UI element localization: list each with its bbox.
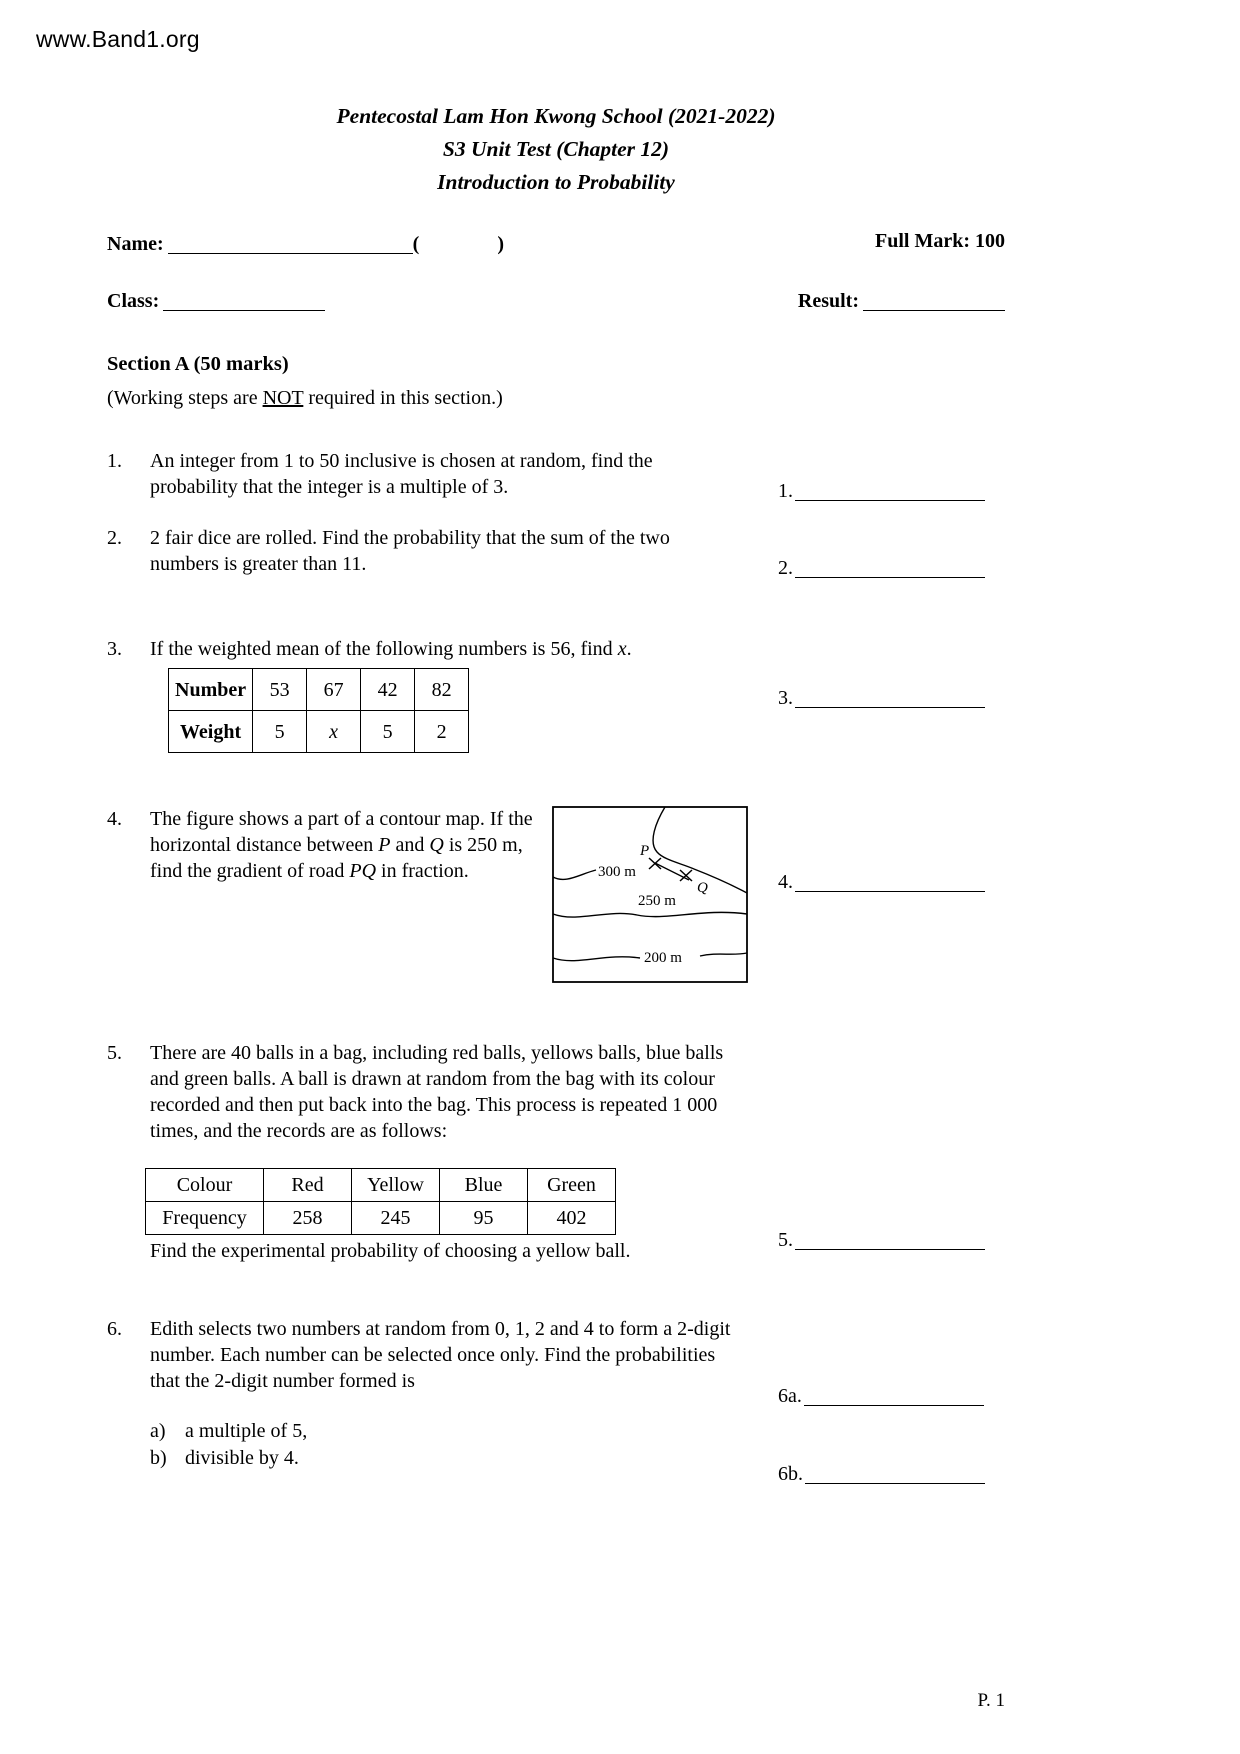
label-point-q: Q bbox=[697, 880, 708, 896]
note-post: required in this section.) bbox=[303, 387, 503, 409]
label-point-p: P bbox=[640, 843, 650, 859]
question-5-number: 5. bbox=[107, 1042, 122, 1064]
q4-point-q: Q bbox=[429, 834, 444, 856]
q4-text-1: The figure shows a part of a contour map. If the horizontal distance between bbox=[150, 808, 533, 856]
question-3-text bbox=[150, 636, 790, 662]
question-1-text: An integer from 1 to 50 inclusive is chosen at random, find the probability that the integer is a multiple of 3. bbox=[150, 450, 653, 498]
question-5-find-text: Find the experimental probability of choosing a yellow ball. bbox=[150, 1240, 631, 1262]
t3-cell: 53 bbox=[253, 669, 307, 711]
point-q-cross bbox=[680, 870, 692, 881]
q3-text-post: . bbox=[626, 638, 632, 660]
answer-4-line bbox=[795, 872, 985, 892]
weighted-mean-table bbox=[168, 668, 469, 753]
question-4 bbox=[107, 806, 1005, 966]
answer-6b-label: 6b. bbox=[778, 1463, 803, 1485]
name-blank bbox=[168, 234, 413, 254]
class-blank bbox=[163, 291, 325, 311]
t5-cell: Blue bbox=[440, 1169, 528, 1202]
answer-3-line bbox=[795, 688, 985, 708]
name-row bbox=[107, 230, 1005, 256]
question-6a bbox=[150, 1418, 307, 1444]
answer-6b-line bbox=[805, 1464, 985, 1484]
t5-header-frequency: Frequency bbox=[146, 1202, 264, 1235]
question-1 bbox=[107, 448, 1005, 500]
answer-5-label: 5. bbox=[778, 1229, 793, 1251]
answer-2-line bbox=[795, 558, 985, 578]
t5-cell: 245 bbox=[352, 1202, 440, 1235]
contour-line-200-left bbox=[553, 957, 640, 961]
answer-6a-label: 6a. bbox=[778, 1385, 802, 1407]
full-mark-label: Full Mark: 100 bbox=[875, 230, 1005, 252]
question-2-text: 2 fair dice are rolled. Find the probability that the sum of the two numbers is greater than 11. bbox=[150, 527, 670, 575]
site-watermark: www.Band1.org bbox=[36, 26, 200, 52]
test-subject: Introduction to Probability bbox=[437, 170, 675, 194]
answer-blank-2 bbox=[778, 554, 985, 581]
t5-cell: Yellow bbox=[352, 1169, 440, 1202]
school-name: Pentecostal Lam Hon Kwong School (2021-2022) bbox=[336, 104, 776, 128]
t3-cell-x: x bbox=[307, 711, 361, 753]
question-6-number: 6. bbox=[107, 1318, 122, 1340]
name-label: Name: bbox=[107, 233, 164, 255]
answer-5-line bbox=[795, 1230, 985, 1250]
paren-open: ( bbox=[412, 233, 420, 255]
q4-text-3: is 250 m, find the gradient of road bbox=[150, 834, 523, 882]
question-6b bbox=[150, 1445, 299, 1471]
answer-3-label: 3. bbox=[778, 687, 793, 709]
question-6 bbox=[107, 1316, 1005, 1485]
contour-line-300 bbox=[553, 870, 596, 879]
t5-cell: Green bbox=[528, 1169, 616, 1202]
question-4-text bbox=[150, 806, 550, 884]
q4-point-p: P bbox=[378, 834, 391, 856]
note-pre: (Working steps are bbox=[107, 387, 263, 409]
t3-cell: 82 bbox=[415, 669, 469, 711]
table-row bbox=[146, 1202, 616, 1235]
t3-header-weight: Weight bbox=[169, 711, 253, 753]
question-6-text: Edith selects two numbers at random from 0, 1, 2 and 4 to form a 2-digit number. Each number can be selected once only. Find the probabilities that the 2-digit number formed is bbox=[150, 1318, 731, 1392]
question-1-number: 1. bbox=[107, 450, 122, 472]
test-title: S3 Unit Test (Chapter 12) bbox=[442, 137, 670, 161]
t5-cell: 95 bbox=[440, 1202, 528, 1235]
answer-blank-6a bbox=[778, 1382, 984, 1409]
t3-cell: 5 bbox=[361, 711, 415, 753]
answer-4-label: 4. bbox=[778, 871, 793, 893]
q4-text-4: in fraction. bbox=[376, 860, 469, 882]
answer-blank-3 bbox=[778, 684, 985, 711]
q3-text-pre: If the weighted mean of the following numbers is 56, find bbox=[150, 638, 618, 660]
label-250m: 250 m bbox=[638, 893, 676, 909]
answer-1-line bbox=[795, 481, 985, 501]
section-a-heading: Section A (50 marks) bbox=[107, 353, 289, 375]
question-3-number: 3. bbox=[107, 638, 122, 660]
class-label: Class: bbox=[107, 290, 160, 312]
question-5 bbox=[107, 1040, 1005, 1262]
q6b-label: b) bbox=[150, 1447, 167, 1469]
question-4-number: 4. bbox=[107, 808, 122, 830]
table-row bbox=[146, 1169, 616, 1202]
t5-cell: 402 bbox=[528, 1202, 616, 1235]
question-2 bbox=[107, 525, 1005, 577]
t3-cell: 67 bbox=[307, 669, 361, 711]
class-row bbox=[107, 287, 1005, 313]
result-label: Result: bbox=[797, 290, 859, 312]
answer-blank-6b bbox=[778, 1460, 985, 1487]
q6b-text: divisible by 4. bbox=[185, 1447, 299, 1469]
point-p-cross bbox=[649, 858, 661, 869]
section-a-note bbox=[107, 387, 503, 410]
t3-cell: 42 bbox=[361, 669, 415, 711]
contour-line-200-right bbox=[700, 953, 747, 956]
t5-cell: Red bbox=[264, 1169, 352, 1202]
t3-header-number: Number bbox=[169, 669, 253, 711]
question-2-number: 2. bbox=[107, 527, 122, 549]
result-blank bbox=[863, 291, 1005, 311]
note-emphasis: NOT bbox=[262, 387, 304, 409]
t5-header-colour: Colour bbox=[146, 1169, 264, 1202]
t3-cell: 2 bbox=[415, 711, 469, 753]
table-row bbox=[169, 711, 469, 753]
label-300m: 300 m bbox=[598, 864, 636, 880]
answer-blank-4 bbox=[778, 868, 985, 895]
title-block bbox=[107, 100, 1005, 199]
table-row bbox=[169, 669, 469, 711]
q6a-label: a) bbox=[150, 1420, 166, 1442]
question-3 bbox=[107, 636, 1005, 743]
q6a-text: a multiple of 5, bbox=[185, 1420, 308, 1442]
answer-2-label: 2. bbox=[778, 557, 793, 579]
answer-blank-5 bbox=[778, 1226, 985, 1253]
label-200m: 200 m bbox=[644, 950, 682, 966]
q4-text-2: and bbox=[390, 834, 430, 856]
contour-line-250 bbox=[553, 912, 747, 917]
q3-variable-x: x bbox=[617, 638, 627, 660]
q4-road-pq: PQ bbox=[349, 860, 377, 882]
answer-blank-1 bbox=[778, 477, 985, 504]
contour-map-svg bbox=[552, 806, 748, 983]
frequency-table bbox=[145, 1168, 616, 1235]
t3-cell: 5 bbox=[253, 711, 307, 753]
answer-6a-line bbox=[804, 1386, 984, 1406]
contour-map-figure bbox=[552, 806, 748, 983]
question-5-text: There are 40 balls in a bag, including red balls, yellows balls, blue balls and green balls. A ball is drawn at random from the bag with its colour recorded and then put back into the bag. This process is repeated 1 000 times, and the records are as follows: bbox=[150, 1042, 724, 1142]
t5-cell: 258 bbox=[264, 1202, 352, 1235]
result-group bbox=[798, 287, 1005, 313]
page-number: P. 1 bbox=[977, 1690, 1005, 1711]
paren-close: ) bbox=[497, 233, 504, 255]
answer-1-label: 1. bbox=[778, 480, 793, 502]
